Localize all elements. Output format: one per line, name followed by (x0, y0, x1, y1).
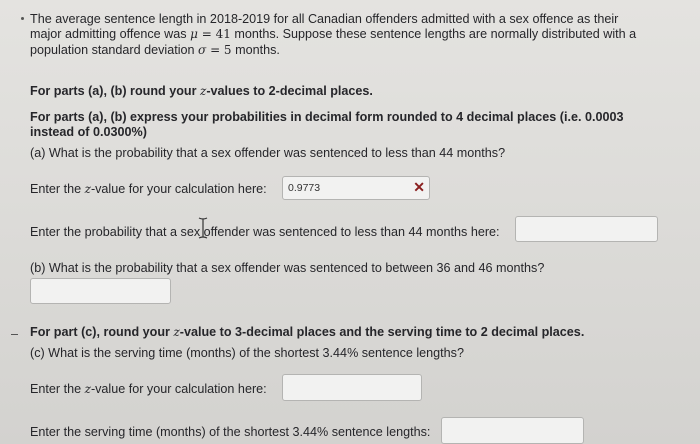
part-a-probability-label: Enter the probability that a sex offender was sentenced to less than 44 months here: (30, 225, 500, 239)
instruction-c-rounding-end: -value to 3-decimal places and the serving time to 2 decimal places. (179, 325, 585, 339)
intro-line-3-start: population standard deviation (30, 43, 199, 57)
part-c-z-label-start: Enter the (30, 382, 85, 396)
part-c-z-input[interactable] (282, 374, 422, 401)
mu-value: = 41 (197, 27, 231, 41)
text-cursor-icon (197, 217, 209, 239)
separator-dash (11, 334, 18, 335)
incorrect-x-icon: ✕ (413, 179, 425, 195)
sigma-symbol: σ (198, 43, 207, 57)
instruction-ab-probability-line-2: instead of 0.0300%) (30, 125, 147, 139)
part-a-z-input-value: 0.9773 (288, 182, 321, 194)
instruction-ab-rounding-end: -values to 2-decimal places. (206, 84, 373, 98)
instruction-ab-rounding (30, 84, 373, 98)
bullet-icon (21, 17, 24, 20)
z-symbol: z (84, 382, 91, 396)
part-a-z-input[interactable] (282, 176, 430, 200)
part-a-z-label-start: Enter the (30, 182, 85, 196)
z-symbol: z (84, 182, 91, 196)
instruction-ab-rounding-start: For parts (a), (b) round your (30, 84, 201, 98)
instruction-c-rounding-start: For part (c), round your (30, 325, 174, 339)
part-c-z-label-end: -value for your calculation here: (90, 382, 267, 396)
part-c-z-label (30, 382, 267, 396)
intro-line-1-text: The average sentence length in 2018-2019 for all Canadian offenders admitted with a sex offence as their (30, 12, 619, 26)
part-b-probability-input[interactable] (30, 278, 171, 304)
z-symbol: z (173, 325, 180, 339)
part-a-z-label-end: -value for your calculation here: (90, 182, 267, 196)
instruction-ab-probability-line-1: For parts (a), (b) express your probabilities in decimal form rounded to 4 decimal places (i.e. 0.0003 (30, 110, 624, 124)
intro-line-3 (30, 43, 280, 57)
part-a-question: (a) What is the probability that a sex offender was sentenced to less than 44 months? (30, 146, 506, 160)
instruction-c-rounding (30, 325, 584, 339)
part-c-question: (c) What is the serving time (months) of the shortest 3.44% sentence lengths? (30, 346, 464, 360)
part-c-time-input[interactable] (441, 417, 584, 444)
intro-line-2-end: months. Suppose these sentence lengths are normally distributed with a (230, 27, 637, 41)
part-a-probability-input[interactable] (515, 216, 658, 242)
intro-line-3-end: months. (231, 43, 280, 57)
intro-line-2 (30, 27, 636, 41)
mu-symbol: μ (190, 27, 198, 41)
part-b-question: (b) What is the probability that a sex offender was sentenced to between 36 and 46 months? (30, 261, 545, 275)
intro-line-2-start: major admitting offence was (30, 27, 191, 41)
z-symbol: z (200, 84, 207, 98)
part-a-z-label (30, 182, 267, 196)
sigma-value: = 5 (206, 43, 232, 57)
part-c-time-label: Enter the serving time (months) of the shortest 3.44% sentence lengths: (30, 425, 431, 439)
intro-line-1 (30, 12, 618, 26)
